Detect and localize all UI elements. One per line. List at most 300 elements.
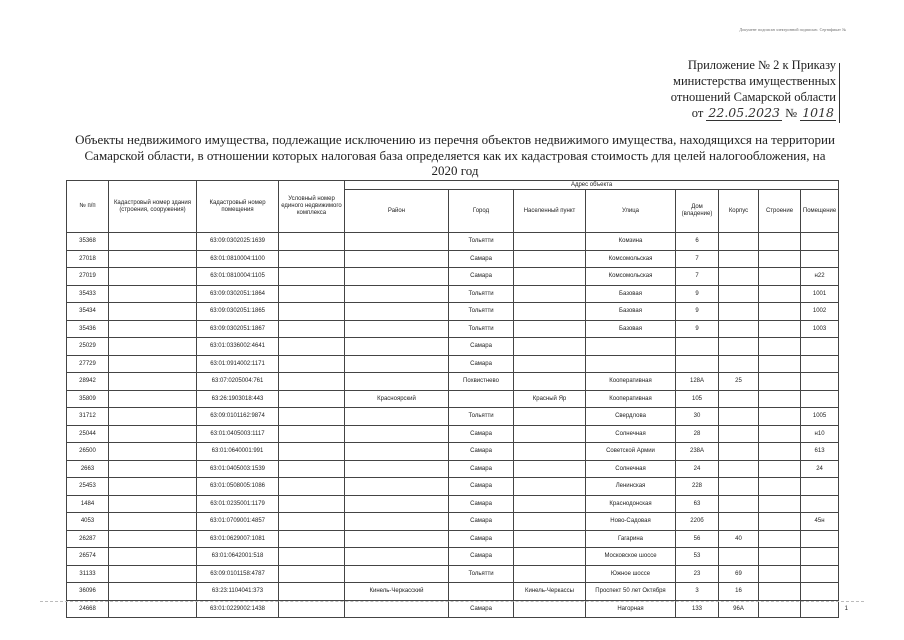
- cell-building: [109, 495, 197, 513]
- cell-settlement: [514, 478, 586, 496]
- cell-stroenie: [759, 355, 801, 373]
- cell-house: [676, 355, 719, 373]
- col-building: Кадастровый номер здания (строения, сооружения): [109, 181, 197, 233]
- cell-stroenie: [759, 373, 801, 391]
- cell-building: [109, 548, 197, 566]
- cell-house: 7: [676, 250, 719, 268]
- cell-settlement: [514, 443, 586, 461]
- cell-pomeshenie: [801, 565, 839, 583]
- cell-korpus: [719, 355, 759, 373]
- cell-settlement: [514, 513, 586, 531]
- order-prefix: от: [691, 106, 704, 120]
- col-num: № п/п: [67, 181, 109, 233]
- cell-settlement: [514, 338, 586, 356]
- cell-room: 63:23:1104041:373: [197, 583, 279, 601]
- table-row: [67, 513, 839, 531]
- cell-settlement: [514, 408, 586, 426]
- cell-city: Самара: [449, 495, 514, 513]
- appendix-header: [671, 57, 836, 121]
- cell-korpus: 16: [719, 583, 759, 601]
- cell-district: [345, 355, 449, 373]
- col-pomeshenie: Помещение: [801, 190, 839, 233]
- cell-pomeshenie: [801, 355, 839, 373]
- cell-conditional: [279, 425, 345, 443]
- cell-num: 28942: [67, 373, 109, 391]
- col-room: Кадастровый номер помещения: [197, 181, 279, 233]
- cell-num: 31133: [67, 565, 109, 583]
- cell-settlement: [514, 250, 586, 268]
- table-row: [67, 425, 839, 443]
- cell-building: [109, 250, 197, 268]
- cell-city: Самара: [449, 513, 514, 531]
- cell-room: 63:01:0629007:1081: [197, 530, 279, 548]
- cell-conditional: [279, 390, 345, 408]
- cell-num: 24668: [67, 600, 109, 618]
- cell-conditional: [279, 320, 345, 338]
- table-row: [67, 565, 839, 583]
- cell-district: [345, 285, 449, 303]
- cell-korpus: 96А: [719, 600, 759, 618]
- cell-room: 63:01:0336002:4641: [197, 338, 279, 356]
- cell-street: Базовая: [586, 303, 676, 321]
- cell-city: Самара: [449, 268, 514, 286]
- cell-num: 35434: [67, 303, 109, 321]
- table-row: [67, 338, 839, 356]
- cell-street: Комсомольская: [586, 268, 676, 286]
- cell-stroenie: [759, 250, 801, 268]
- cell-stroenie: [759, 425, 801, 443]
- cell-city: Тольятти: [449, 285, 514, 303]
- table-row: [67, 443, 839, 461]
- cell-street: Южное шоссе: [586, 565, 676, 583]
- cell-street: Свердлова: [586, 408, 676, 426]
- table-row: [67, 320, 839, 338]
- table-row: [67, 373, 839, 391]
- cell-settlement: [514, 268, 586, 286]
- table-row: [67, 408, 839, 426]
- cell-house: 28: [676, 425, 719, 443]
- cell-building: [109, 565, 197, 583]
- appendix-line-2: министерства имущественных: [673, 74, 836, 88]
- cell-building: [109, 320, 197, 338]
- cell-korpus: [719, 320, 759, 338]
- cell-stroenie: [759, 303, 801, 321]
- cell-stroenie: [759, 408, 801, 426]
- cell-building: [109, 530, 197, 548]
- page-divider: [40, 601, 864, 602]
- cell-settlement: [514, 320, 586, 338]
- cell-stroenie: [759, 583, 801, 601]
- cell-korpus: [719, 495, 759, 513]
- cell-room: 63:07:0205004:761: [197, 373, 279, 391]
- cell-house: 9: [676, 320, 719, 338]
- cell-district: [345, 338, 449, 356]
- cell-num: 4053: [67, 513, 109, 531]
- cell-street: Кооперативная: [586, 390, 676, 408]
- cell-street: Проспект 50 лет Октября: [586, 583, 676, 601]
- cell-settlement: [514, 233, 586, 251]
- cell-conditional: [279, 268, 345, 286]
- cell-korpus: [719, 548, 759, 566]
- table-row: [67, 530, 839, 548]
- cell-pomeshenie: 1001: [801, 285, 839, 303]
- col-korpus: Корпус: [719, 190, 759, 233]
- cell-room: 63:01:0405003:1539: [197, 460, 279, 478]
- cell-korpus: 25: [719, 373, 759, 391]
- table-row: [67, 303, 839, 321]
- cell-stroenie: [759, 600, 801, 618]
- cell-pomeshenie: [801, 495, 839, 513]
- cell-pomeshenie: 1002: [801, 303, 839, 321]
- cell-settlement: [514, 303, 586, 321]
- table-row: [67, 233, 839, 251]
- cell-num: 25029: [67, 338, 109, 356]
- cell-settlement: [514, 548, 586, 566]
- cell-district: [345, 303, 449, 321]
- cell-pomeshenie: [801, 338, 839, 356]
- cell-pomeshenie: [801, 250, 839, 268]
- cell-city: Самара: [449, 425, 514, 443]
- col-conditional: Условный номер единого недвижимого комплекса: [279, 181, 345, 233]
- cell-city: Похвистнево: [449, 373, 514, 391]
- table-row: [67, 355, 839, 373]
- cell-conditional: [279, 548, 345, 566]
- order-line: [671, 105, 836, 121]
- cell-street: Московское шоссе: [586, 548, 676, 566]
- cell-house: 105: [676, 390, 719, 408]
- cell-korpus: 69: [719, 565, 759, 583]
- cell-pomeshenie: 45н: [801, 513, 839, 531]
- cell-stroenie: [759, 233, 801, 251]
- cell-conditional: [279, 373, 345, 391]
- cell-conditional: [279, 600, 345, 618]
- cell-district: [345, 565, 449, 583]
- cell-district: [345, 513, 449, 531]
- cell-house: 56: [676, 530, 719, 548]
- cell-stroenie: [759, 530, 801, 548]
- cell-house: 220б: [676, 513, 719, 531]
- col-address-group: Адрес объекта: [345, 181, 839, 190]
- cell-num: 35809: [67, 390, 109, 408]
- cell-pomeshenie: н22: [801, 268, 839, 286]
- cell-city: Тольятти: [449, 320, 514, 338]
- cell-stroenie: [759, 460, 801, 478]
- cell-settlement: [514, 565, 586, 583]
- col-stroenie: Строение: [759, 190, 801, 233]
- table-row: [67, 268, 839, 286]
- cell-building: [109, 268, 197, 286]
- cell-num: 35433: [67, 285, 109, 303]
- cell-district: [345, 478, 449, 496]
- cell-district: [345, 425, 449, 443]
- cell-city: Тольятти: [449, 408, 514, 426]
- cell-stroenie: [759, 565, 801, 583]
- cell-stroenie: [759, 495, 801, 513]
- cell-district: [345, 408, 449, 426]
- cell-korpus: [719, 443, 759, 461]
- cell-settlement: [514, 425, 586, 443]
- signature-note: Документ подписан электронной подписью. Сертификат №: [739, 27, 846, 32]
- table-row: [67, 583, 839, 601]
- cell-building: [109, 443, 197, 461]
- cell-conditional: [279, 495, 345, 513]
- cell-room: 63:26:1903018:443: [197, 390, 279, 408]
- cell-district: [345, 268, 449, 286]
- cell-building: [109, 338, 197, 356]
- cell-house: 7: [676, 268, 719, 286]
- cell-room: 63:01:0640001:991: [197, 443, 279, 461]
- cell-korpus: [719, 478, 759, 496]
- cell-room: 63:01:0508005:1086: [197, 478, 279, 496]
- cell-stroenie: [759, 478, 801, 496]
- cell-house: 3: [676, 583, 719, 601]
- cell-stroenie: [759, 338, 801, 356]
- cell-settlement: [514, 285, 586, 303]
- cell-num: 26500: [67, 443, 109, 461]
- cell-settlement: [514, 600, 586, 618]
- cell-room: 63:01:0810004:1105: [197, 268, 279, 286]
- cell-stroenie: [759, 548, 801, 566]
- cell-num: 25044: [67, 425, 109, 443]
- cell-stroenie: [759, 268, 801, 286]
- cell-house: 23: [676, 565, 719, 583]
- cell-num: 31712: [67, 408, 109, 426]
- cell-district: [345, 460, 449, 478]
- cell-district: Кинель-Черкасский: [345, 583, 449, 601]
- cell-house: 238А: [676, 443, 719, 461]
- order-number: 1018: [802, 105, 834, 120]
- cell-street: [586, 338, 676, 356]
- cell-pomeshenie: [801, 548, 839, 566]
- cell-korpus: [719, 233, 759, 251]
- cell-pomeshenie: 24: [801, 460, 839, 478]
- cell-house: 24: [676, 460, 719, 478]
- cell-num: 26574: [67, 548, 109, 566]
- cell-room: 63:09:0302051:1864: [197, 285, 279, 303]
- cell-city: Самара: [449, 478, 514, 496]
- cell-house: 9: [676, 303, 719, 321]
- cell-num: 25453: [67, 478, 109, 496]
- cell-city: Самара: [449, 600, 514, 618]
- cell-city: Тольятти: [449, 233, 514, 251]
- cell-room: 63:09:0101162:9874: [197, 408, 279, 426]
- cell-settlement: [514, 460, 586, 478]
- table-row: [67, 285, 839, 303]
- cell-street: Комзина: [586, 233, 676, 251]
- cell-korpus: [719, 303, 759, 321]
- cell-settlement: [514, 495, 586, 513]
- cell-street: Гагарина: [586, 530, 676, 548]
- cell-korpus: 40: [719, 530, 759, 548]
- cell-district: [345, 600, 449, 618]
- cell-conditional: [279, 443, 345, 461]
- table-row: [67, 600, 839, 618]
- page-number: 1: [844, 606, 848, 612]
- cell-district: [345, 250, 449, 268]
- cell-conditional: [279, 285, 345, 303]
- cell-street: Комсомольская: [586, 250, 676, 268]
- cell-conditional: [279, 355, 345, 373]
- cell-building: [109, 513, 197, 531]
- cell-korpus: [719, 285, 759, 303]
- cell-building: [109, 600, 197, 618]
- cell-house: 133: [676, 600, 719, 618]
- cell-city: Тольятти: [449, 303, 514, 321]
- cell-building: [109, 460, 197, 478]
- cell-num: 35368: [67, 233, 109, 251]
- cell-settlement: [514, 355, 586, 373]
- cell-conditional: [279, 338, 345, 356]
- cell-building: [109, 425, 197, 443]
- col-settlement: Населенный пункт: [514, 190, 586, 233]
- table-body: [67, 233, 839, 618]
- cell-num: 27018: [67, 250, 109, 268]
- property-table: [66, 180, 839, 618]
- cell-district: Красноярский: [345, 390, 449, 408]
- table-row: [67, 548, 839, 566]
- cell-settlement: Кинель-Черкассы: [514, 583, 586, 601]
- cell-room: 63:01:0709001:4857: [197, 513, 279, 531]
- table-row: [67, 478, 839, 496]
- cell-pomeshenie: [801, 373, 839, 391]
- cell-house: 63: [676, 495, 719, 513]
- cell-num: 26287: [67, 530, 109, 548]
- cell-city: Самара: [449, 548, 514, 566]
- cell-house: [676, 338, 719, 356]
- cell-district: [345, 548, 449, 566]
- cell-settlement: [514, 530, 586, 548]
- cell-house: 128А: [676, 373, 719, 391]
- cell-korpus: [719, 268, 759, 286]
- cell-korpus: [719, 460, 759, 478]
- cell-num: 1484: [67, 495, 109, 513]
- order-date: 22.05.2023: [708, 105, 780, 120]
- cell-room: 63:01:0229002:1438: [197, 600, 279, 618]
- cell-room: 63:01:0914002:1171: [197, 355, 279, 373]
- cell-korpus: [719, 513, 759, 531]
- cell-stroenie: [759, 320, 801, 338]
- cell-pomeshenie: н10: [801, 425, 839, 443]
- cell-district: [345, 233, 449, 251]
- table-row: [67, 250, 839, 268]
- cell-conditional: [279, 583, 345, 601]
- cell-num: 27019: [67, 268, 109, 286]
- margin-bar: [839, 63, 840, 123]
- cell-city: Самара: [449, 443, 514, 461]
- cell-city: [449, 583, 514, 601]
- cell-district: [345, 373, 449, 391]
- cell-pomeshenie: [801, 600, 839, 618]
- cell-pomeshenie: 613: [801, 443, 839, 461]
- appendix-line-3: отношений Самарской области: [670, 90, 836, 104]
- col-street: Улица: [586, 190, 676, 233]
- cell-street: Солнечная: [586, 425, 676, 443]
- cell-district: [345, 443, 449, 461]
- cell-pomeshenie: 1003: [801, 320, 839, 338]
- cell-house: 30: [676, 408, 719, 426]
- cell-pomeshenie: [801, 530, 839, 548]
- cell-num: 27729: [67, 355, 109, 373]
- cell-korpus: [719, 408, 759, 426]
- cell-city: Самара: [449, 338, 514, 356]
- cell-room: 63:01:0405003:1117: [197, 425, 279, 443]
- cell-building: [109, 390, 197, 408]
- table-row: [67, 460, 839, 478]
- cell-stroenie: [759, 390, 801, 408]
- cell-conditional: [279, 513, 345, 531]
- cell-house: 6: [676, 233, 719, 251]
- cell-stroenie: [759, 285, 801, 303]
- cell-room: 63:09:0101158:4787: [197, 565, 279, 583]
- cell-street: Базовая: [586, 320, 676, 338]
- cell-korpus: [719, 338, 759, 356]
- cell-num: 35436: [67, 320, 109, 338]
- cell-building: [109, 233, 197, 251]
- cell-city: Тольятти: [449, 565, 514, 583]
- cell-street: Солнечная: [586, 460, 676, 478]
- cell-district: [345, 530, 449, 548]
- col-house: Дом (владение): [676, 190, 719, 233]
- cell-conditional: [279, 233, 345, 251]
- cell-city: Самара: [449, 250, 514, 268]
- cell-pomeshenie: [801, 233, 839, 251]
- cell-conditional: [279, 303, 345, 321]
- cell-city: Самара: [449, 355, 514, 373]
- cell-pomeshenie: [801, 390, 839, 408]
- cell-room: 63:09:0302051:1867: [197, 320, 279, 338]
- cell-settlement: Красный Яр: [514, 390, 586, 408]
- cell-building: [109, 583, 197, 601]
- cell-city: Самара: [449, 460, 514, 478]
- cell-district: [345, 320, 449, 338]
- cell-street: Ленинская: [586, 478, 676, 496]
- cell-conditional: [279, 478, 345, 496]
- cell-street: Советской Армии: [586, 443, 676, 461]
- order-no-prefix: №: [785, 106, 798, 120]
- appendix-line-1: Приложение № 2 к Приказу: [687, 58, 836, 72]
- col-district: Район: [345, 190, 449, 233]
- cell-korpus: [719, 250, 759, 268]
- cell-stroenie: [759, 513, 801, 531]
- cell-city: [449, 390, 514, 408]
- cell-house: 228: [676, 478, 719, 496]
- cell-settlement: [514, 373, 586, 391]
- cell-room: 63:09:0302025:1639: [197, 233, 279, 251]
- cell-conditional: [279, 250, 345, 268]
- cell-district: [345, 495, 449, 513]
- cell-building: [109, 408, 197, 426]
- cell-pomeshenie: [801, 583, 839, 601]
- cell-street: Нагорная: [586, 600, 676, 618]
- cell-conditional: [279, 530, 345, 548]
- cell-street: [586, 355, 676, 373]
- cell-pomeshenie: [801, 478, 839, 496]
- cell-building: [109, 285, 197, 303]
- cell-building: [109, 355, 197, 373]
- cell-korpus: [719, 390, 759, 408]
- cell-building: [109, 303, 197, 321]
- cell-city: Самара: [449, 530, 514, 548]
- cell-street: Кооперативная: [586, 373, 676, 391]
- cell-stroenie: [759, 443, 801, 461]
- col-city: Город: [449, 190, 514, 233]
- document-title: Объекты недвижимого имущества, подлежащие исключению из перечня объектов недвижимого имущества, находящихся на территории Самарской области, в отношении которых налоговая база определяется как их кадастровая стоимость для целей налогообложения, на 2020 год: [75, 132, 835, 178]
- cell-building: [109, 373, 197, 391]
- cell-room: 63:01:0235001:1179: [197, 495, 279, 513]
- cell-room: 63:01:0810004:1100: [197, 250, 279, 268]
- cell-room: 63:09:0302051:1865: [197, 303, 279, 321]
- cell-conditional: [279, 460, 345, 478]
